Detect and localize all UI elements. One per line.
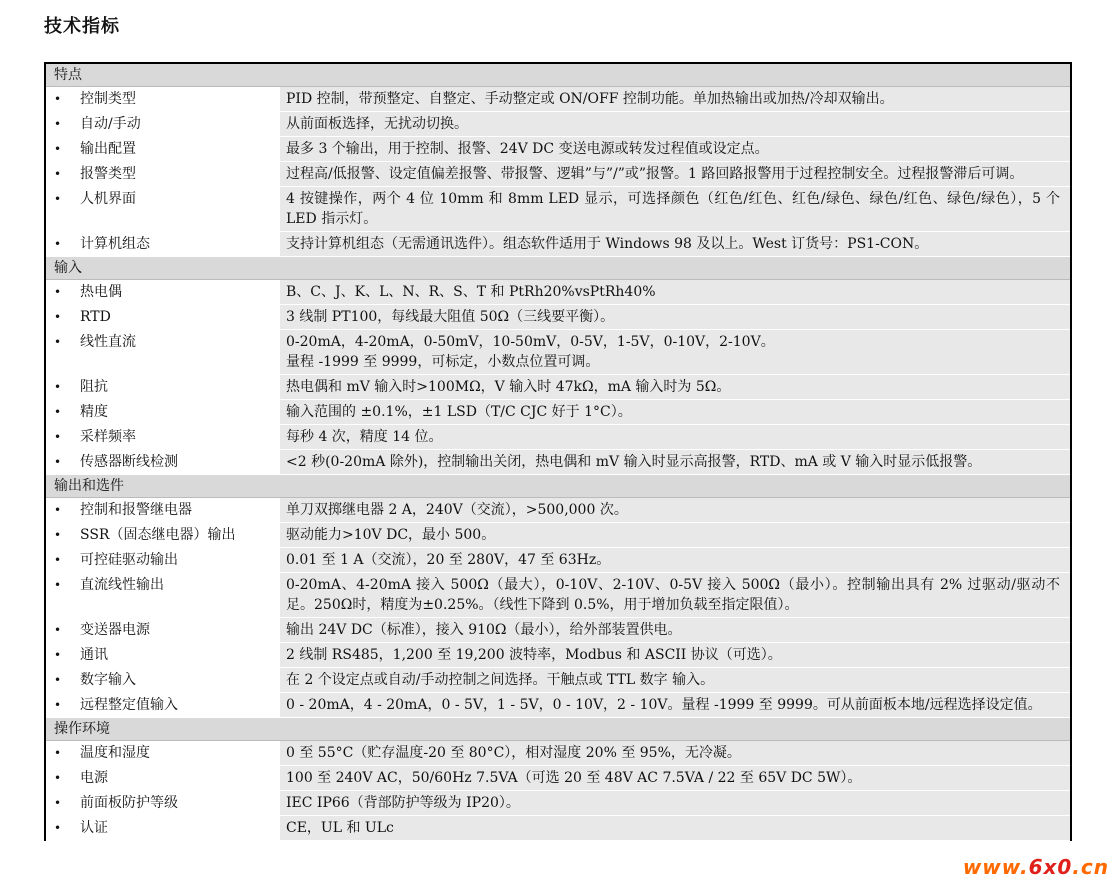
spec-value: 从前面板选择，无扰动切换。 xyxy=(286,116,468,132)
spec-value: <2 秒(0-20mA 除外)，控制输出关闭，热电偶和 mV 输入时显示高报警，RTD、mA 或 V 输入时显示低报警。 xyxy=(286,454,982,470)
spec-value: 0 - 20mA，4 - 20mA，0 - 5V，1 - 5V，0 - 10V，2 - 10V。量程 -1999 至 9999。可从前面板本地/远程选择设定值。 xyxy=(286,697,1042,713)
spec-value: 每秒 4 次，精度 14 位。 xyxy=(286,429,443,445)
spec-value: 0 至 55°C（贮存温度-20 至 80°C），相对湿度 20% 至 95%，无冷凝。 xyxy=(286,745,741,761)
spec-label: 阻抗 xyxy=(80,379,108,395)
spec-row xyxy=(46,400,1070,425)
watermark-part-1: www. xyxy=(962,855,1029,879)
spec-label-cell xyxy=(46,112,280,136)
bullet-icon: • xyxy=(54,335,62,349)
spec-label-cell xyxy=(46,280,280,304)
spec-value-cell xyxy=(280,187,1070,231)
spec-value-cell xyxy=(280,548,1070,572)
spec-value-cell xyxy=(280,766,1070,790)
spec-row xyxy=(46,112,1070,137)
spec-label: 人机界面 xyxy=(80,191,136,207)
bullet-icon: • xyxy=(54,553,62,567)
spec-value: IEC IP66（背部防护等级为 IP20）。 xyxy=(286,795,520,811)
bullet-icon: • xyxy=(54,405,62,419)
bullet-icon: • xyxy=(54,380,62,394)
spec-label-cell xyxy=(46,187,280,231)
spec-label: SSR（固态继电器）输出 xyxy=(80,527,236,543)
spec-value: 最多 3 个输出，用于控制、报警、24V DC 变送电源或转发过程值或设定点。 xyxy=(286,141,769,157)
spec-row xyxy=(46,280,1070,305)
bullet-icon: • xyxy=(54,167,62,181)
spec-value-cell xyxy=(280,523,1070,547)
spec-label: 温度和湿度 xyxy=(80,745,150,761)
section-header: 输入 xyxy=(46,257,1070,280)
spec-value-cell xyxy=(280,425,1070,449)
spec-row xyxy=(46,816,1070,841)
spec-value-cell xyxy=(280,330,1070,374)
spec-value: 2 线制 RS485，1,200 至 19,200 波特率，Modbus 和 ASCII 协议（可选）。 xyxy=(286,647,782,663)
spec-value-cell xyxy=(280,137,1070,161)
spec-label: 通讯 xyxy=(80,647,108,663)
spec-row xyxy=(46,693,1070,718)
spec-label: 采样频率 xyxy=(80,429,136,445)
spec-label-cell xyxy=(46,643,280,667)
bullet-icon: • xyxy=(54,92,62,106)
spec-row xyxy=(46,305,1070,330)
watermark-part-2: 6x0 xyxy=(1028,855,1073,879)
bullet-icon: • xyxy=(54,192,62,206)
spec-row xyxy=(46,643,1070,668)
spec-label: 计算机组态 xyxy=(80,236,150,252)
spec-value-cell xyxy=(280,498,1070,522)
spec-row xyxy=(46,87,1070,112)
bullet-icon: • xyxy=(54,673,62,687)
spec-row xyxy=(46,741,1070,766)
bullet-icon: • xyxy=(54,698,62,712)
spec-value: CE，UL 和 ULc xyxy=(286,820,394,836)
bullet-icon: • xyxy=(54,310,62,324)
spec-row xyxy=(46,162,1070,187)
spec-value-cell xyxy=(280,112,1070,136)
spec-label: 数字输入 xyxy=(80,672,136,688)
spec-value-cell xyxy=(280,305,1070,329)
spec-label-cell xyxy=(46,816,280,840)
spec-table xyxy=(44,62,1072,841)
bullet-icon: • xyxy=(54,528,62,542)
bullet-icon: • xyxy=(54,430,62,444)
spec-value: 4 按键操作，两个 4 位 10mm 和 8mm LED 显示，可选择颜色（红色/红色、红色/绿色、绿色/红色、绿色/绿色），5 个 LED 指示灯。 xyxy=(286,191,1060,227)
spec-label: 报警类型 xyxy=(80,166,136,182)
spec-label: 传感器断线检测 xyxy=(80,454,178,470)
spec-label-cell xyxy=(46,162,280,186)
spec-label-cell xyxy=(46,87,280,111)
spec-row xyxy=(46,791,1070,816)
spec-label: 认证 xyxy=(80,820,108,836)
bullet-icon: • xyxy=(54,648,62,662)
spec-value-cell xyxy=(280,280,1070,304)
spec-value-cell xyxy=(280,87,1070,111)
spec-label-cell xyxy=(46,523,280,547)
spec-label: 变送器电源 xyxy=(80,622,150,638)
spec-label-cell xyxy=(46,548,280,572)
spec-row xyxy=(46,523,1070,548)
bullet-icon: • xyxy=(54,796,62,810)
bullet-icon: • xyxy=(54,771,62,785)
spec-label-cell xyxy=(46,400,280,424)
spec-value-cell xyxy=(280,791,1070,815)
spec-label: 输出配置 xyxy=(80,141,136,157)
spec-row xyxy=(46,573,1070,618)
spec-value: 在 2 个设定点或自动/手动控制之间选择。干触点或 TTL 数字 输入。 xyxy=(286,672,715,688)
spec-label-cell xyxy=(46,498,280,522)
spec-value: 输出 24V DC（标准），接入 910Ω（最小），给外部装置供电。 xyxy=(286,622,682,638)
spec-label-cell xyxy=(46,766,280,790)
spec-value: 过程高/低报警、设定值偏差报警、带报警、逻辑”与”/”或”报警。1 路回路报警用于过程控制安全。过程报警滞后可调。 xyxy=(286,166,1024,182)
spec-row xyxy=(46,498,1070,523)
spec-label-cell xyxy=(46,618,280,642)
bullet-icon: • xyxy=(54,503,62,517)
spec-label: 线性直流 xyxy=(80,334,136,350)
spec-row xyxy=(46,450,1070,475)
spec-label-cell xyxy=(46,232,280,256)
spec-value-cell xyxy=(280,232,1070,256)
spec-label: 远程整定值输入 xyxy=(80,697,178,713)
bullet-icon: • xyxy=(54,821,62,835)
spec-label: 自动/手动 xyxy=(80,116,141,132)
bullet-icon: • xyxy=(54,746,62,760)
spec-label: 前面板防护等级 xyxy=(80,795,178,811)
spec-label: 电源 xyxy=(80,770,108,786)
watermark-part-3: .cn xyxy=(1072,855,1109,879)
spec-value: 热电偶和 mV 输入时>100MΩ，V 输入时 47kΩ，mA 输入时为 5Ω。 xyxy=(286,379,731,395)
bullet-icon: • xyxy=(54,578,62,592)
spec-label-cell xyxy=(46,425,280,449)
spec-row xyxy=(46,766,1070,791)
spec-value-cell xyxy=(280,375,1070,399)
spec-value-cell xyxy=(280,668,1070,692)
bullet-icon: • xyxy=(54,623,62,637)
section-header: 输出和选件 xyxy=(46,475,1070,498)
bullet-icon: • xyxy=(54,237,62,251)
spec-label: RTD xyxy=(80,309,111,325)
bullet-icon: • xyxy=(54,117,62,131)
spec-value-cell xyxy=(280,450,1070,474)
spec-value: 3 线制 PT100，每线最大阻值 50Ω（三线要平衡）。 xyxy=(286,309,615,325)
spec-label-cell xyxy=(46,668,280,692)
spec-label-cell xyxy=(46,375,280,399)
spec-value-cell xyxy=(280,162,1070,186)
spec-row xyxy=(46,232,1070,257)
spec-label: 精度 xyxy=(80,404,108,420)
spec-value: 0-20mA、4-20mA 接入 500Ω（最大），0-10V、2-10V、0-5V 接入 500Ω（最小）。控制输出具有 2% 过驱动/驱动不足。250Ω时，精度为±0.25%。（线性下降到 0.5%，用于增加负载至指定限值）。 xyxy=(286,577,1060,613)
spec-value-cell xyxy=(280,643,1070,667)
spec-label-cell xyxy=(46,137,280,161)
spec-label-cell xyxy=(46,305,280,329)
spec-value: 驱动能力>10V DC，最小 500。 xyxy=(286,527,496,543)
spec-value-cell xyxy=(280,741,1070,765)
spec-value: B、C、J、K、L、N、R、S、T 和 PtRh20%vsPtRh40% xyxy=(286,284,656,300)
spec-row xyxy=(46,618,1070,643)
spec-row xyxy=(46,187,1070,232)
section-header: 特点 xyxy=(46,64,1070,87)
spec-value-cell xyxy=(280,693,1070,717)
spec-value-cell xyxy=(280,573,1070,617)
spec-row xyxy=(46,375,1070,400)
spec-value: 0.01 至 1 A（交流），20 至 280V，47 至 63Hz。 xyxy=(286,552,611,568)
spec-label-cell xyxy=(46,330,280,374)
bullet-icon: • xyxy=(54,455,62,469)
spec-label: 控制类型 xyxy=(80,91,136,107)
spec-row xyxy=(46,668,1070,693)
section-header: 操作环境 xyxy=(46,718,1070,741)
spec-row xyxy=(46,425,1070,450)
spec-value: 单刀双掷继电器 2 A，240V（交流），>500,000 次。 xyxy=(286,502,628,518)
spec-value: PID 控制，带预整定、自整定、手动整定或 ON/OFF 控制功能。单加热输出或加热/冷却双输出。 xyxy=(286,91,894,107)
spec-label: 热电偶 xyxy=(80,284,122,300)
spec-label-cell xyxy=(46,693,280,717)
spec-value: 100 至 240V AC，50/60Hz 7.5VA（可选 20 至 48V AC 7.5VA / 22 至 65V DC 5W）。 xyxy=(286,770,862,786)
spec-label: 可控硅驱动输出 xyxy=(80,552,178,568)
spec-value: 0-20mA，4-20mA，0-50mV，10-50mV，0-5V，1-5V，0-10V，2-10V。 xyxy=(286,334,775,350)
spec-value-cell xyxy=(280,618,1070,642)
spec-label-cell xyxy=(46,741,280,765)
spec-value: 输入范围的 ±0.1%，±1 LSD（T/C CJC 好于 1°C）。 xyxy=(286,404,632,420)
page-title: 技术指标 xyxy=(44,16,120,37)
bullet-icon: • xyxy=(54,142,62,156)
spec-label: 控制和报警继电器 xyxy=(80,502,192,518)
spec-value: 量程 -1999 至 9999，可标定，小数点位置可调。 xyxy=(286,354,600,370)
spec-label-cell xyxy=(46,791,280,815)
spec-value: 支持计算机组态（无需通讯选件）。组态软件适用于 Windows 98 及以上。West 订货号：PS1-CON。 xyxy=(286,236,929,252)
spec-row xyxy=(46,330,1070,375)
spec-label-cell xyxy=(46,573,280,617)
spec-row xyxy=(46,137,1070,162)
spec-value-cell xyxy=(280,816,1070,840)
spec-value-cell xyxy=(280,400,1070,424)
watermark-logo xyxy=(963,855,1109,879)
spec-row xyxy=(46,548,1070,573)
spec-label-cell xyxy=(46,450,280,474)
spec-label: 直流线性输出 xyxy=(80,577,164,593)
bullet-icon: • xyxy=(54,285,62,299)
